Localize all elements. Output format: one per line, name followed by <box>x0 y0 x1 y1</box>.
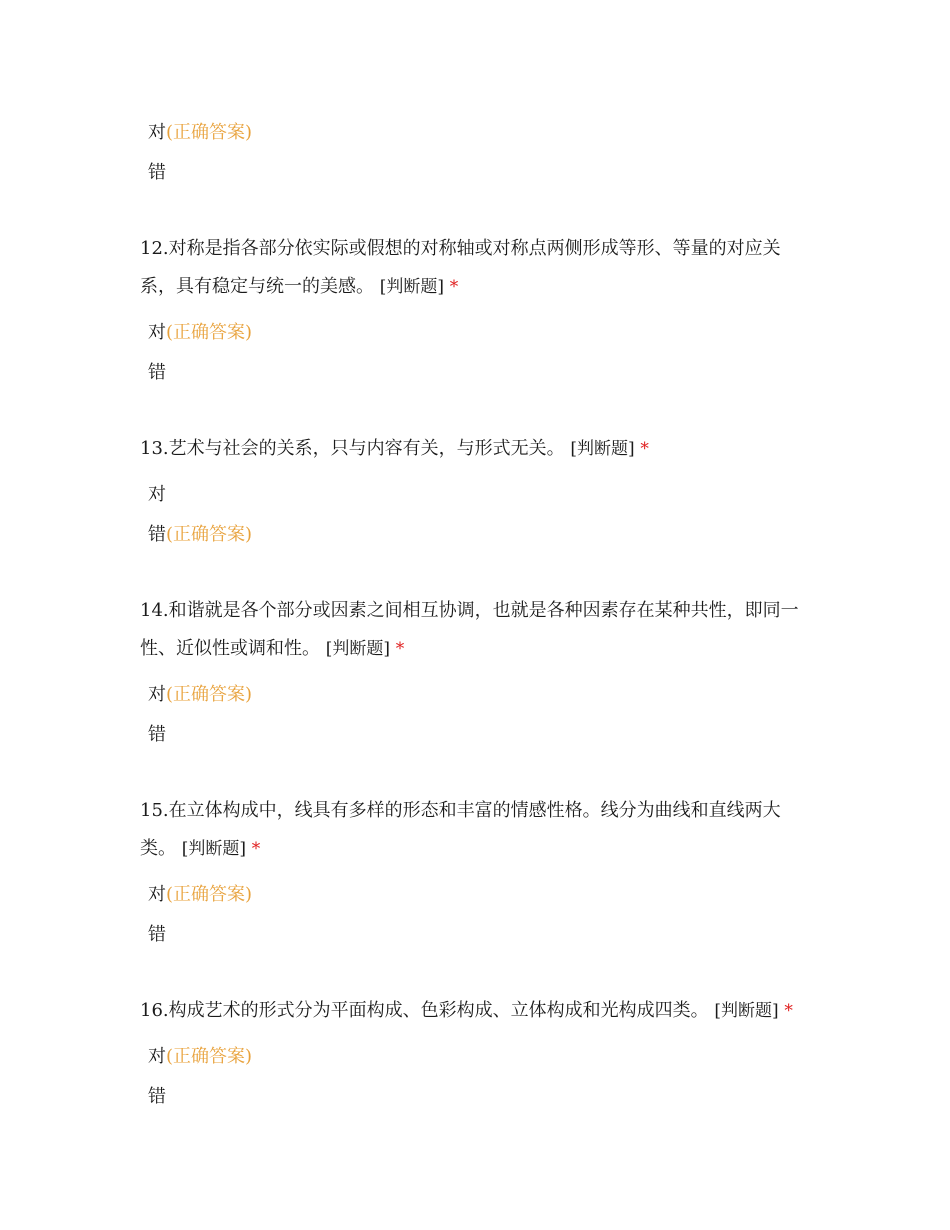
correct-answer-mark: (正确答案) <box>166 884 253 905</box>
question-type: [判断题] <box>379 277 444 297</box>
q12-option-true[interactable] <box>148 321 252 345</box>
q14-option-true[interactable] <box>148 683 252 707</box>
option-label: 对 <box>148 684 166 705</box>
correct-answer-mark: (正确答案) <box>166 684 253 705</box>
option-label: 对 <box>148 322 166 343</box>
q16-option-false[interactable] <box>148 1085 166 1109</box>
question-12 <box>140 230 810 306</box>
option-label: 对 <box>148 884 166 905</box>
question-text: 14.和谐就是各个部分或因素之间相互协调，也就是各种因素存在某种共性，即同一性、近似性或调和性。 <box>140 600 799 659</box>
required-mark: * <box>251 839 261 859</box>
question-type: [判断题] <box>570 439 635 459</box>
correct-answer-mark: (正确答案) <box>166 122 253 143</box>
question-text: 16.构成艺术的形式分为平面构成、色彩构成、立体构成和光构成四类。 <box>140 1000 709 1021</box>
question-type: [判断题] <box>325 639 390 659</box>
correct-answer-mark: (正确答案) <box>166 1046 253 1067</box>
option-label: 错 <box>148 924 166 945</box>
q13-option-true[interactable] <box>148 483 166 507</box>
question-16 <box>140 992 810 1030</box>
question-14 <box>140 592 810 668</box>
question-text: 12.对称是指各部分依实际或假想的对称轴或对称点两侧形成等形、等量的对应关系，具有稳定与统一的美感。 <box>140 238 781 297</box>
required-mark: * <box>640 439 649 459</box>
q11-option-false[interactable] <box>148 161 166 185</box>
required-mark: * <box>449 277 459 297</box>
question-type: [判断题] <box>714 1001 779 1021</box>
correct-answer-mark: (正确答案) <box>166 524 253 545</box>
q15-option-false[interactable] <box>148 923 166 947</box>
question-13 <box>140 430 810 468</box>
required-mark: * <box>395 639 405 659</box>
q13-option-false[interactable] <box>148 523 252 547</box>
option-label: 错 <box>148 524 166 545</box>
option-label: 对 <box>148 1046 166 1067</box>
option-label: 错 <box>148 162 166 183</box>
q12-option-false[interactable] <box>148 361 166 385</box>
option-label: 对 <box>148 122 166 143</box>
q16-option-true[interactable] <box>148 1045 252 1069</box>
option-label: 错 <box>148 1086 166 1107</box>
option-label: 错 <box>148 724 166 745</box>
q11-option-true[interactable] <box>148 121 252 145</box>
option-label: 对 <box>148 484 166 505</box>
question-text: 13.艺术与社会的关系，只与内容有关，与形式无关。 <box>140 438 565 459</box>
q14-option-false[interactable] <box>148 723 166 747</box>
question-15 <box>140 792 810 868</box>
question-type: [判断题] <box>181 839 246 859</box>
correct-answer-mark: (正确答案) <box>166 322 253 343</box>
option-label: 错 <box>148 362 166 383</box>
question-text: 15.在立体构成中，线具有多样的形态和丰富的情感性格。线分为曲线和直线两大类。 <box>140 800 781 859</box>
required-mark: * <box>784 1001 793 1021</box>
q15-option-true[interactable] <box>148 883 252 907</box>
